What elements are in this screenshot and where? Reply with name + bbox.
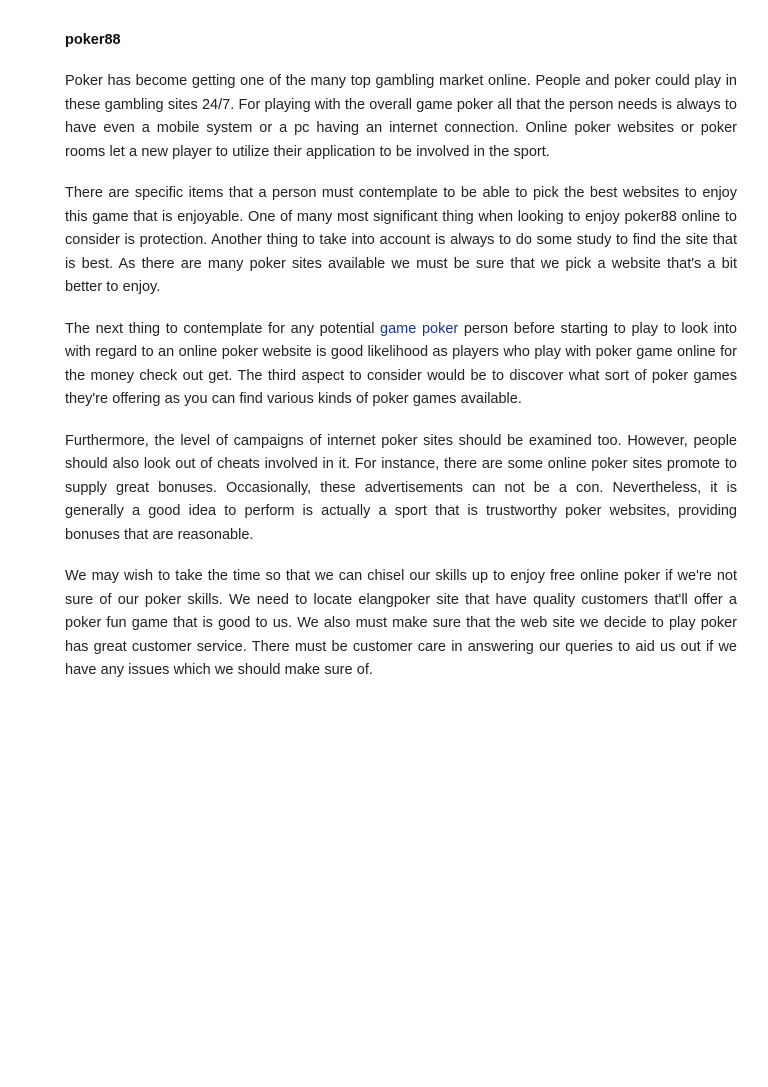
game-poker-link[interactable]: game poker [380, 320, 459, 337]
paragraph-2: There are specific items that a person must contemplate to be able to pick the best websites to enjoy this game that is enjoyable. One of many most significant thing when looking to enjoy poker88 online to consider is protection. Another thing to take into account is always to do some study to find the site that is best. As there are many poker sites available we must be sure that we pick a website that's a bit better to enjoy. [65, 185, 737, 295]
paragraph-3-rest: person before starting to play to look into with regard to an online poker website is good likelihood as players who play with poker game online for the money check out get. The third aspect to consider would be to discover what sort of poker games they're offering as you can find various kinds of poker games available. [65, 320, 737, 407]
paragraph-3-lead: The next thing to contemplate for any potential [65, 320, 381, 337]
document-title: poker88 [65, 32, 121, 48]
paragraph-1: Poker has become getting one of the many top gambling market online. People and poker could play in these gambling sites 24/7. For playing with the overall game poker all that the person needs is always to have even a mobile system or a pc having an internet connection. Online poker websites or poker rooms let a new player to utilize their application to be involved in the sport. [65, 73, 737, 160]
document-page [65, 28, 737, 701]
paragraph-3 [65, 318, 737, 412]
paragraph-4: Furthermore, the level of campaigns of internet poker sites should be examined too. However, people should also look out of cheats involved in it. For instance, there are some online poker sites promote to supply great bonuses. Occasionally, these advertisements can not be a con. Nevertheless, it is generally a good idea to perform is actually a sport that is trustworthy poker websites, providing bonuses that are reasonable. [65, 432, 737, 543]
paragraph-5: We may wish to take the time so that we can chisel our skills up to enjoy free online poker if we're not sure of our poker skills. We need to locate elangpoker site that have quality customers that'll offer a poker fun game that is good to us. We also must make sure that the web site we decide to play poker has great customer service. There must be customer care in answering our queries to aid us out if we have any issues which we should make sure of. [65, 568, 737, 678]
